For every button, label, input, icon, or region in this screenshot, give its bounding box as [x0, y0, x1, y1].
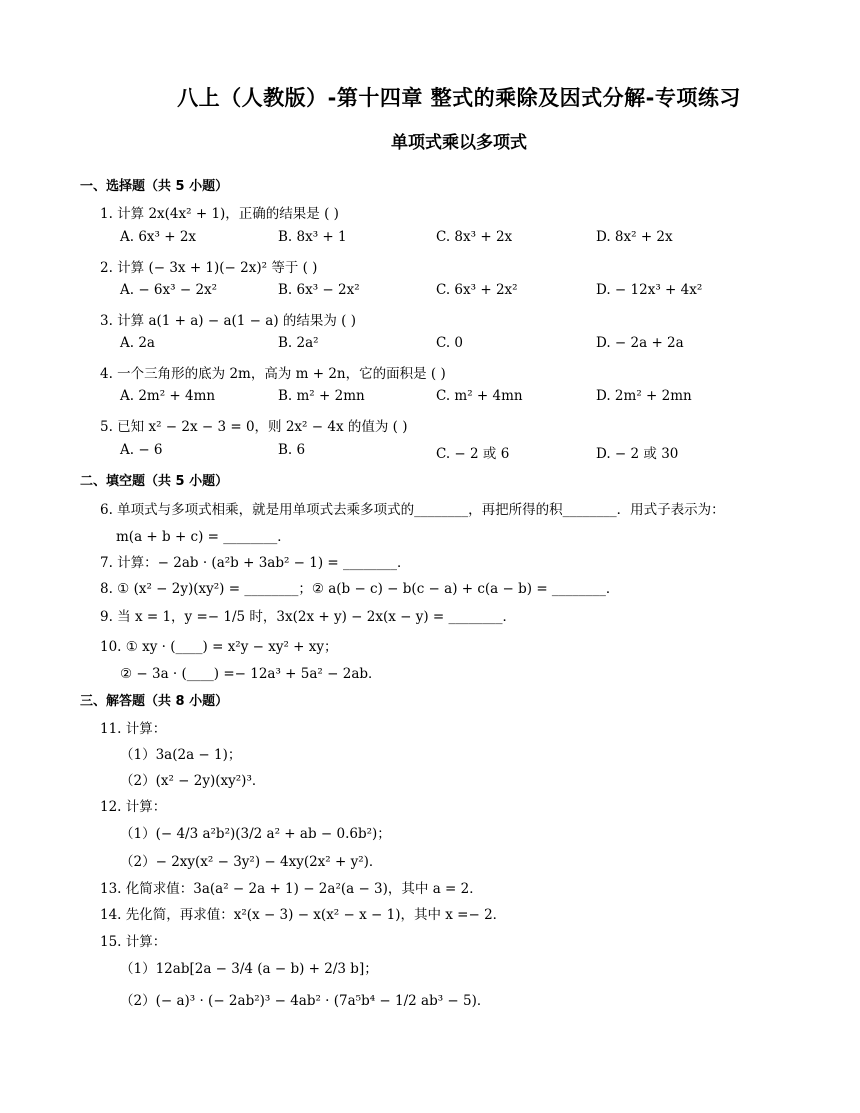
question-2-stem: 2. 计算 (− 3x + 1)(− 2x)² 等于 ( ) — [100, 260, 318, 276]
question-10-line2: ② − 3a · (____) =− 12a³ + 5a² − 2ab． — [120, 666, 382, 682]
question-4-option-c: C. m² + 4mn — [436, 388, 523, 404]
question-2-option-c: C. 6x³ + 2x² — [436, 282, 518, 298]
question-14: 14. 先化简，再求值：x²(x − 3) − x(x² − x − 1)，其中 x =− 2． — [100, 907, 507, 923]
question-4-option-a: A. 2m² + 4mn — [120, 388, 216, 404]
page-title: 八上（人教版）-第十四章 整式的乘除及因式分解-专项练习 — [177, 86, 741, 110]
question-11: 11. 计算： — [100, 721, 167, 737]
question-1-option-b: B. 8x³ + 1 — [278, 229, 347, 245]
question-11-part-2: （2）(x² − 2y)(xy²)³． — [120, 773, 266, 789]
question-5-option-a: A. − 6 — [120, 442, 163, 458]
question-2-option-a: A. − 6x³ − 2x² — [120, 282, 218, 298]
question-5-option-c: C. − 2 或 6 — [436, 446, 510, 462]
question-13: 13. 化简求值：3a(a² − 2a + 1) − 2a²(a − 3)，其中 a = 2． — [100, 881, 483, 897]
question-10-line1: 10. ① xy · (____) = x²y − xy² + xy； — [100, 639, 338, 655]
question-5-option-b: B. 6 — [278, 442, 306, 458]
question-1-option-a: A. 6x³ + 2x — [120, 229, 197, 245]
section-answer-heading: 三、解答题（共 8 小题） — [80, 694, 229, 709]
question-3-option-a: A. 2a — [120, 335, 155, 351]
question-4-option-d: D. 2m² + 2mn — [596, 388, 692, 404]
question-12-part-2: （2）− 2xy(x² − 3y²) − 4xy(2x² + y²)． — [120, 854, 383, 870]
question-1-option-c: C. 8x³ + 2x — [436, 229, 513, 245]
question-4-option-b: B. m² + 2mn — [278, 388, 365, 404]
question-15: 15. 计算： — [100, 934, 167, 950]
question-4-stem: 4. 一个三角形的底为 2m，高为 m + 2n，它的面积是 ( ) — [100, 366, 446, 382]
section-fill-heading: 二、填空题（共 5 小题） — [80, 474, 229, 489]
question-5-option-d: D. − 2 或 30 — [596, 446, 679, 462]
question-6-line2: m(a + b + c) = ________． — [116, 529, 291, 545]
question-3-option-b: B. 2a² — [278, 335, 319, 351]
question-6-line1: 6. 单项式与多项式相乘，就是用单项式去乘多项式的________，再把所得的积________．用式子表示为： — [100, 502, 725, 518]
question-15-part-1: （1）12ab[2a − 3/4 (a − b) + 2/3 b]； — [120, 961, 378, 977]
question-1-stem: 1. 计算 2x(4x² + 1)，正确的结果是 ( ) — [100, 206, 339, 222]
question-3-option-c: C. 0 — [436, 335, 464, 351]
question-11-part-1: （1）3a(2a − 1)； — [120, 747, 242, 763]
section-choice-heading: 一、选择题（共 5 小题） — [80, 179, 229, 194]
question-15-part-2: （2）(− a)³ · (− 2ab²)³ − 4ab² · (7a⁵b⁴ − 1/2 ab³ − 5)． — [120, 993, 491, 1009]
question-12-part-1: （1）(− 4/3 a²b²)(3/2 a² + ab − 0.6b²)； — [120, 826, 391, 842]
question-7: 7. 计算：− 2ab · (a²b + 3ab² − 1) = ________． — [100, 555, 411, 571]
question-12: 12. 计算： — [100, 799, 167, 815]
question-8: 8. ① (x² − 2y)(xy²) = ________；② a(b − c) − b(c − a) + c(a − b) = ________． — [100, 581, 620, 597]
question-9: 9. 当 x = 1，y =− 1/5 时，3x(2x + y) − 2x(x − y) = ________． — [100, 609, 517, 625]
question-5-stem: 5. 已知 x² − 2x − 3 = 0，则 2x² − 4x 的值为 ( ) — [100, 419, 408, 435]
question-2-option-d: D. − 12x³ + 4x² — [596, 282, 703, 298]
question-1-option-d: D. 8x² + 2x — [596, 229, 673, 245]
page-subtitle: 单项式乘以多项式 — [391, 133, 527, 153]
question-2-option-b: B. 6x³ − 2x² — [278, 282, 360, 298]
question-3-option-d: D. − 2a + 2a — [596, 335, 684, 351]
question-3-stem: 3. 计算 a(1 + a) − a(1 − a) 的结果为 ( ) — [100, 313, 356, 329]
